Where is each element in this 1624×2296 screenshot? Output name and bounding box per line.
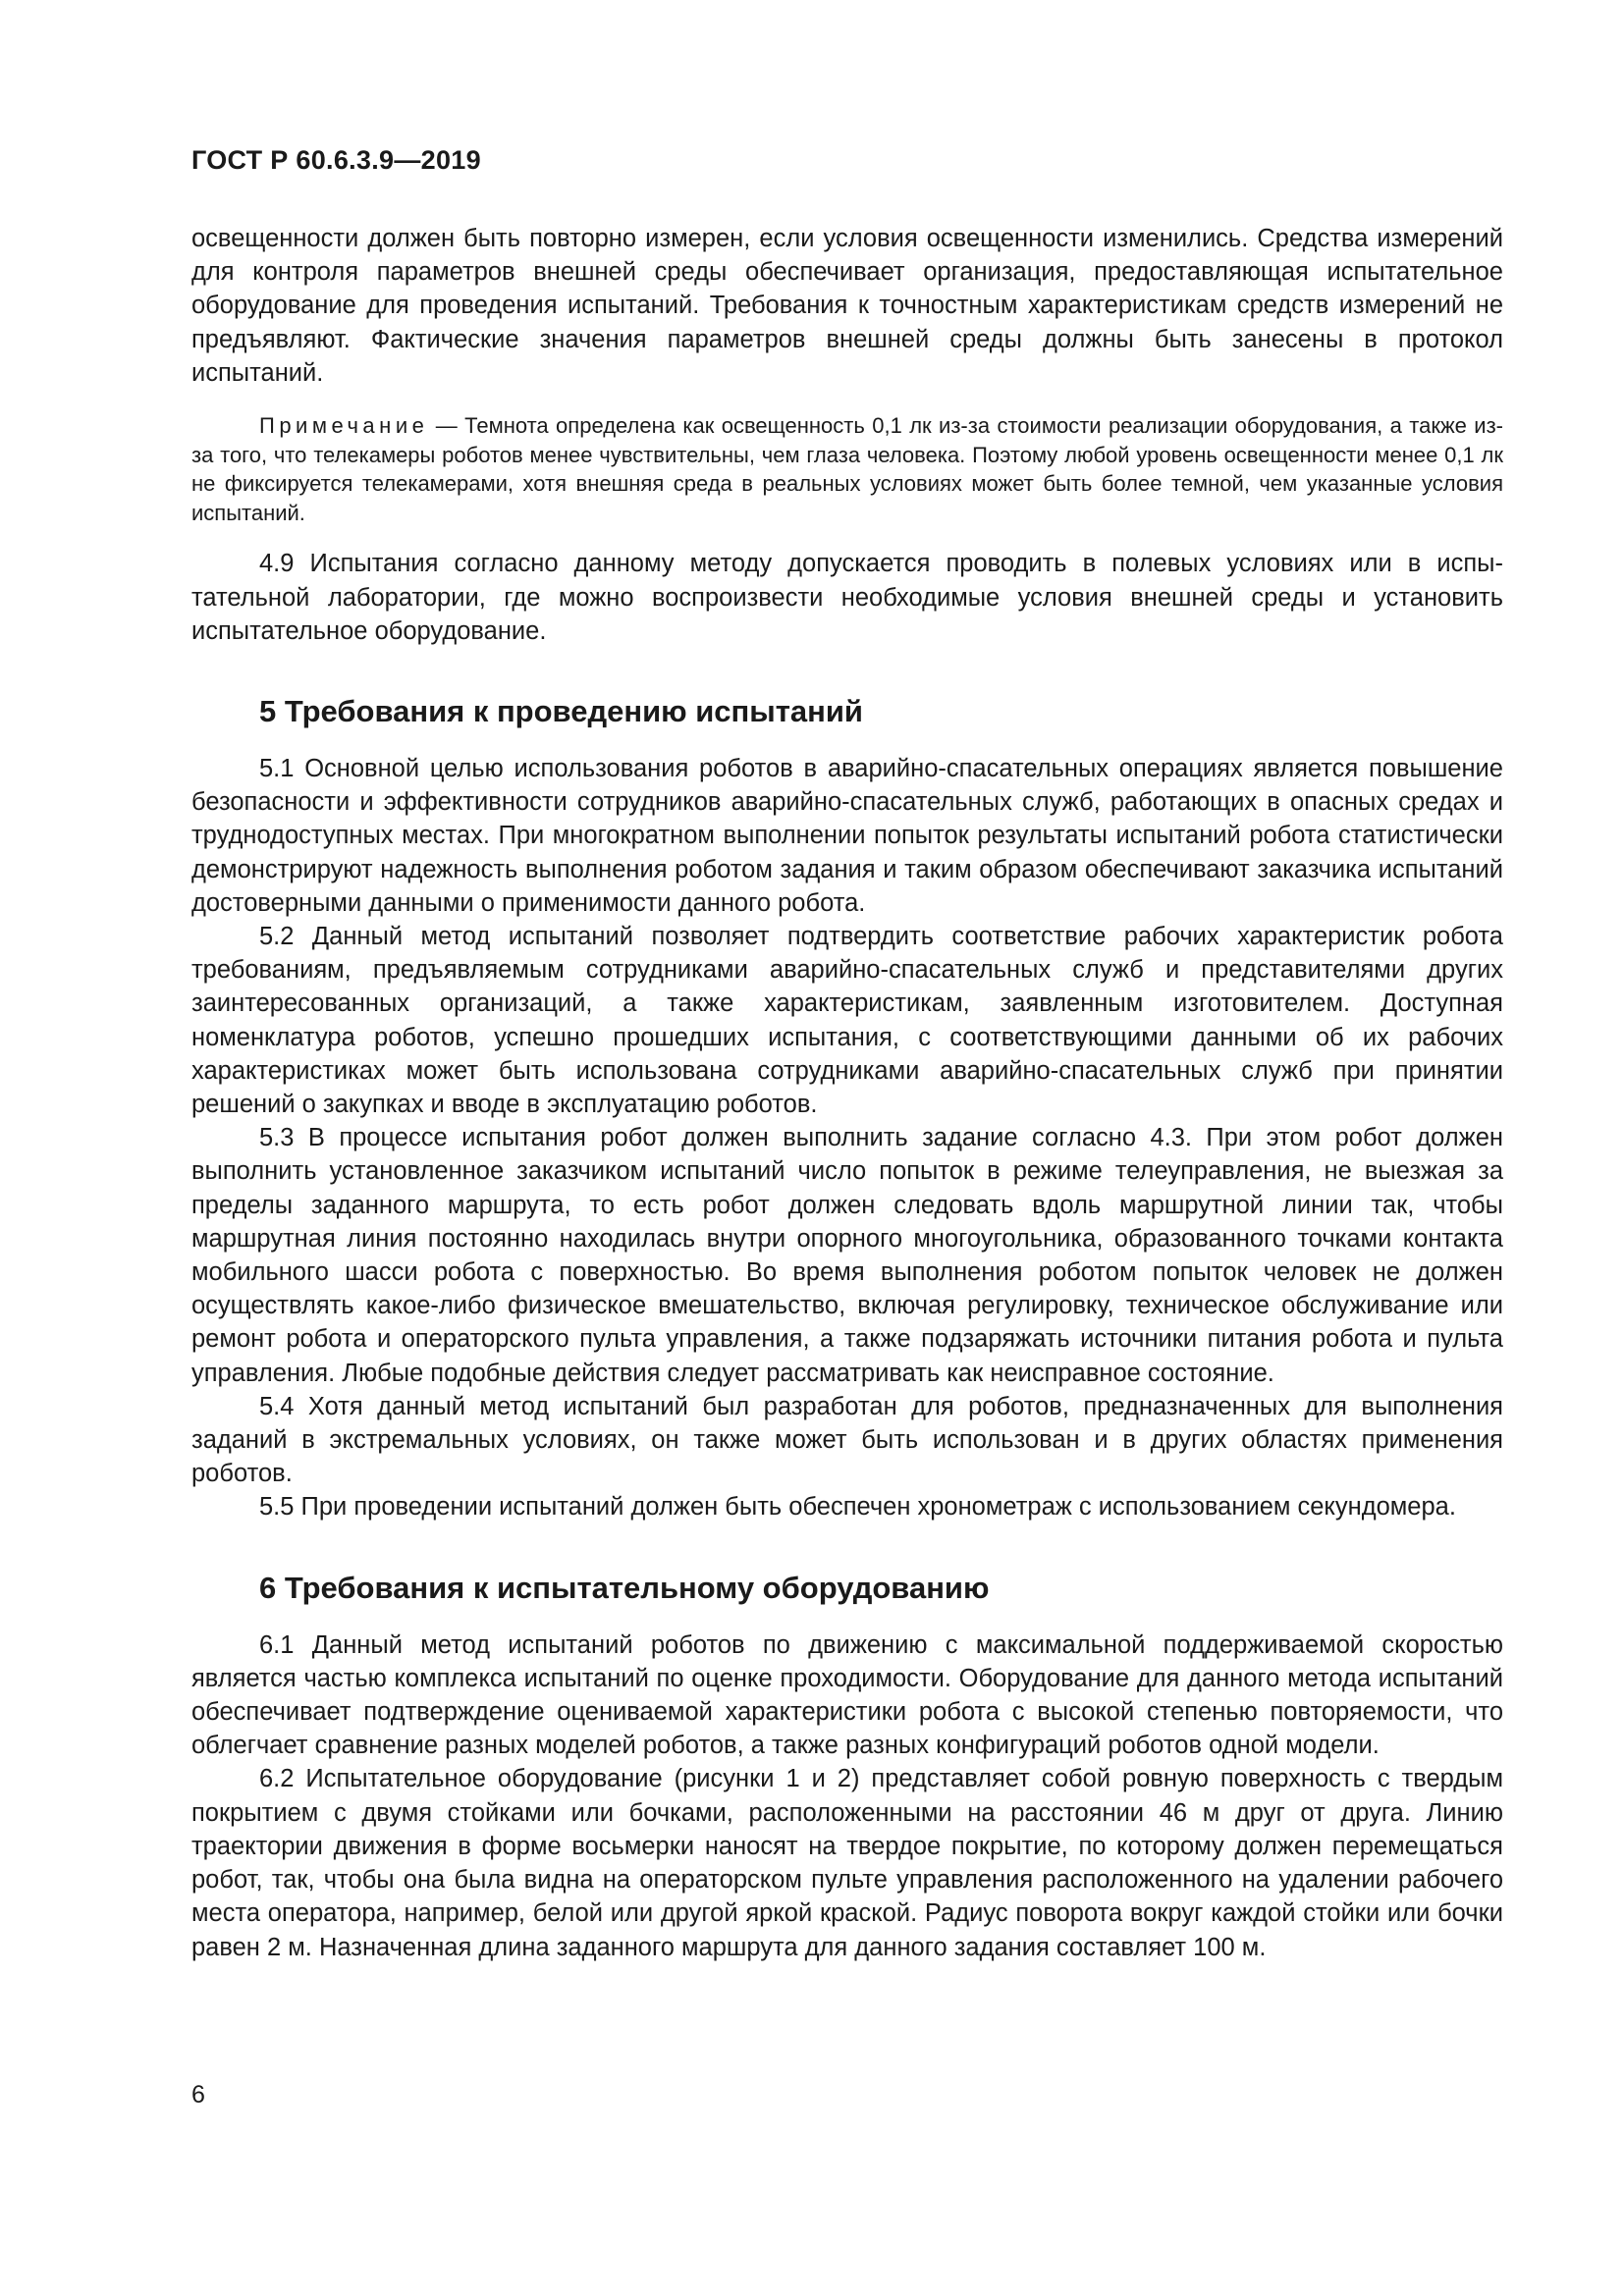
- standard-code-header: ГОСТ Р 60.6.3.9—2019: [191, 145, 481, 175]
- continuation-paragraph: освещенности должен быть повторно измерен, если условия освещенности изменились. Средства измерений для контроля параметров внешней среды обеспечивает организация, предоставляющая испытательное оборудование для проведения испытаний. Требования к точностным характеристикам средств измерений не предъявляют. Фактические значения параметров внешней среды должны быть занесены в протокол испытаний.: [191, 225, 1503, 387]
- page-content: [191, 222, 1503, 1964]
- section-5-heading: 5 Требования к проведению испытаний: [259, 694, 863, 728]
- clause-4-9: 4.9 Испытания согласно данному методу допускается проводить в полевых условиях или в испытательной лаборатории, где можно воспроизвести необходимые условия внешней среды и установить испытательное оборудование.: [191, 550, 1503, 645]
- clause-5-3: 5.3 В процессе испытания робот должен выполнить задание согласно 4.3. При этом робот должен выполнить установленное заказчиком испытаний число попыток в режиме телеуправления, не выезжая за пределы заданного маршрута, то есть робот должен следовать вдоль маршрутной линии так, чтобы маршрутная линия постоянно находилась внутри опорного многоугольника, образованного точками контакта мобильного шасси робота с поверхностью. Во время выполнения роботом попыток человек не должен осуществлять какое-либо физическое вмешательство, включая регулировку, техническое обслуживание или ремонт робота и операторского пульта управления, а также подзаряжать источники питания робота и пульта управления. Любые подобные действия следует рассматривать как неисправное состояние.: [191, 1124, 1503, 1387]
- clause-5-5: 5.5 При проведении испытаний должен быть обеспечен хронометраж с использованием секундомера.: [259, 1493, 1456, 1522]
- note-paragraph: [191, 411, 1503, 527]
- note-text: — Темнота определена как освещенность 0,1 лк из-за стоимости реализации оборудования, а также из-за того, что телекамеры роботов менее чувствительны, чем глаза человека. Поэтому любой уровень освещенности менее 0,1 лк не фиксируется телекамерами, хотя внешняя среда в реальных условиях может быть более темной, чем указанные условия испытаний.: [191, 413, 1503, 525]
- clause-5-1: 5.1 Основной целью использования роботов в аварийно-спасательных операциях является повышение безопасности и эффективности сотрудников аварийно-спасательных служб, работающих в опасных средах и труднодоступных местах. При многократном выполнении попыток результаты испытаний робота статистически демонстрируют надежность выполнения роботом задания и таким образом обеспечивают заказчика испытаний достоверными данными о применимости данного робота.: [191, 755, 1503, 917]
- clause-5-2: 5.2 Данный метод испытаний позволяет подтвердить соответствие рабочих характеристик робота требованиям, предъявляемым сотрудниками аварийно-спасательных служб и представителями других заинтересованных организаций, а также характеристикам, заявленным изготовителем. Доступная номенклатура роботов, успешно прошедших испытания, с соответствующими данными об их рабочих характеристиках может быть использована сотрудниками аварийно-спасательных служб при принятии решений о закупках и вводе в эксплуатацию роботов.: [191, 923, 1503, 1119]
- clause-5-4: 5.4 Хотя данный метод испытаний был разработан для роботов, предназначенных для выполнения заданий в экстремальных условиях, он также может быть использован и в других областях применения роботов.: [191, 1392, 1503, 1488]
- clause-6-2: 6.2 Испытательное оборудование (рисунки 1 и 2) представляет собой ровную поверхность с твердым покрытием с двумя стойками или бочками, расположенными на расстоянии 46 м друг от друга. Линию траектории движения в форме восьмерки наносят на твердое покрытие, по которому должен перемещаться робот, так, чтобы она была видна на операторском пульте управления расположенного на удалении рабочего места оператора, например, белой или другой яркой краской. Радиус поворота вокруг каждой стойки или бочки равен 2 м. Назначенная длина заданного маршрута для данного задания составляет 100 м.: [191, 1765, 1503, 1961]
- note-block: [191, 411, 1503, 527]
- page-number: 6: [191, 2081, 205, 2109]
- note-label: Примечание: [259, 413, 429, 439]
- clause-6-1: 6.1 Данный метод испытаний роботов по движению с максимальной поддерживаемой скоростью является частью комплекса испытаний по оценке проходимости. Оборудование для данного метода испытаний обеспечивает подтверждение оцениваемой характеристики робота с высокой степенью повторяемости, что облегчает сравнение разных моделей роботов, а также разных конфигураций роботов одной модели.: [191, 1630, 1503, 1760]
- section-6-heading: 6 Требования к испытательному оборудованию: [259, 1570, 990, 1605]
